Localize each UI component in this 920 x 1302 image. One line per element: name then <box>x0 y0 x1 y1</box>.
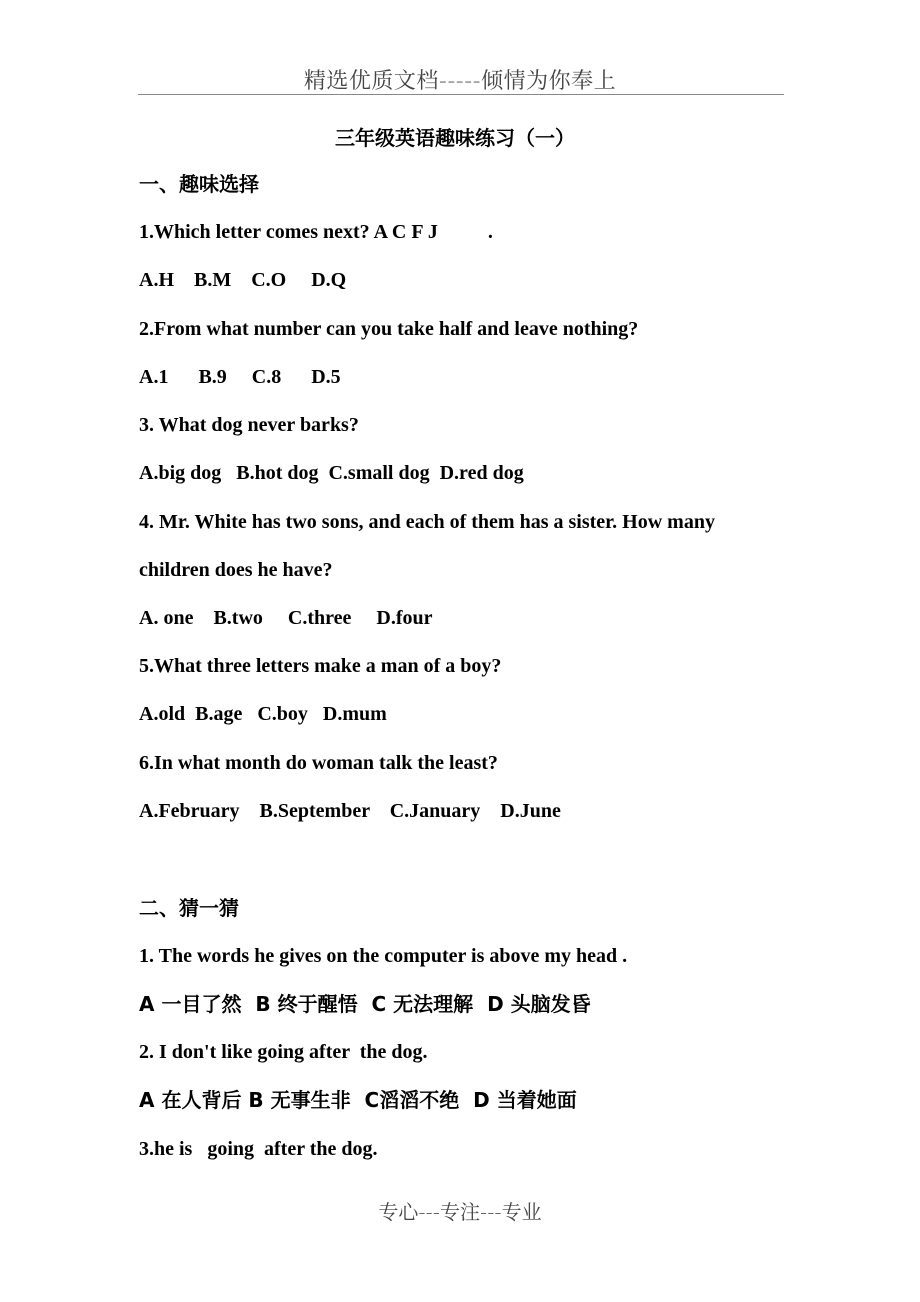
s1-q2-question: 2.From what number can you take half and leave nothing? <box>139 318 639 340</box>
s2-q1-options: A 一目了然 B 终于醒悟 C 无法理解 D 头脑发昏 <box>139 992 591 1016</box>
s1-q5-options: A.old B.age C.boy D.mum <box>139 703 387 725</box>
s2-q1-question: 1. The words he gives on the computer is above my head . <box>139 945 628 967</box>
s1-q3-options: A.big dog B.hot dog C.small dog D.red dog <box>139 462 524 484</box>
section1-heading: 一、趣味选择 <box>139 172 259 196</box>
s1-q6-question: 6.In what month do woman talk the least? <box>139 752 498 774</box>
s1-q2-options: A.1 B.9 C.8 D.5 <box>139 366 341 388</box>
s1-q4-options: A. one B.two C.three D.four <box>139 607 433 629</box>
page-footer: 专心---专注---专业 <box>378 1200 542 1224</box>
s2-q2-question: 2. I don't like going after the dog. <box>139 1041 428 1063</box>
section2-heading: 二、猜一猜 <box>139 896 239 920</box>
page-title: 三年级英语趣味练习（一） <box>335 126 575 150</box>
s1-q4-question: 4. Mr. White has two sons, and each of them has a sister. How many <box>139 511 715 533</box>
s2-q3-question: 3.he is going after the dog. <box>139 1138 378 1160</box>
header-divider <box>138 94 784 95</box>
s1-q3-question: 3. What dog never barks? <box>139 414 359 436</box>
s1-q5-question: 5.What three letters make a man of a boy? <box>139 655 502 677</box>
page-header: 精选优质文档-----倾情为你奉上 <box>303 69 617 94</box>
s1-q1-question: 1.Which letter comes next? A C F J . <box>139 221 493 243</box>
s1-q1-options: A.H B.M C.O D.Q <box>139 269 347 291</box>
s1-q6-options: A.February B.September C.January D.June <box>139 800 561 822</box>
s2-q2-options: A 在人背后 B 无事生非 C滔滔不绝 D 当着她面 <box>139 1088 577 1112</box>
s1-q4-question-cont: children does he have? <box>139 559 333 581</box>
